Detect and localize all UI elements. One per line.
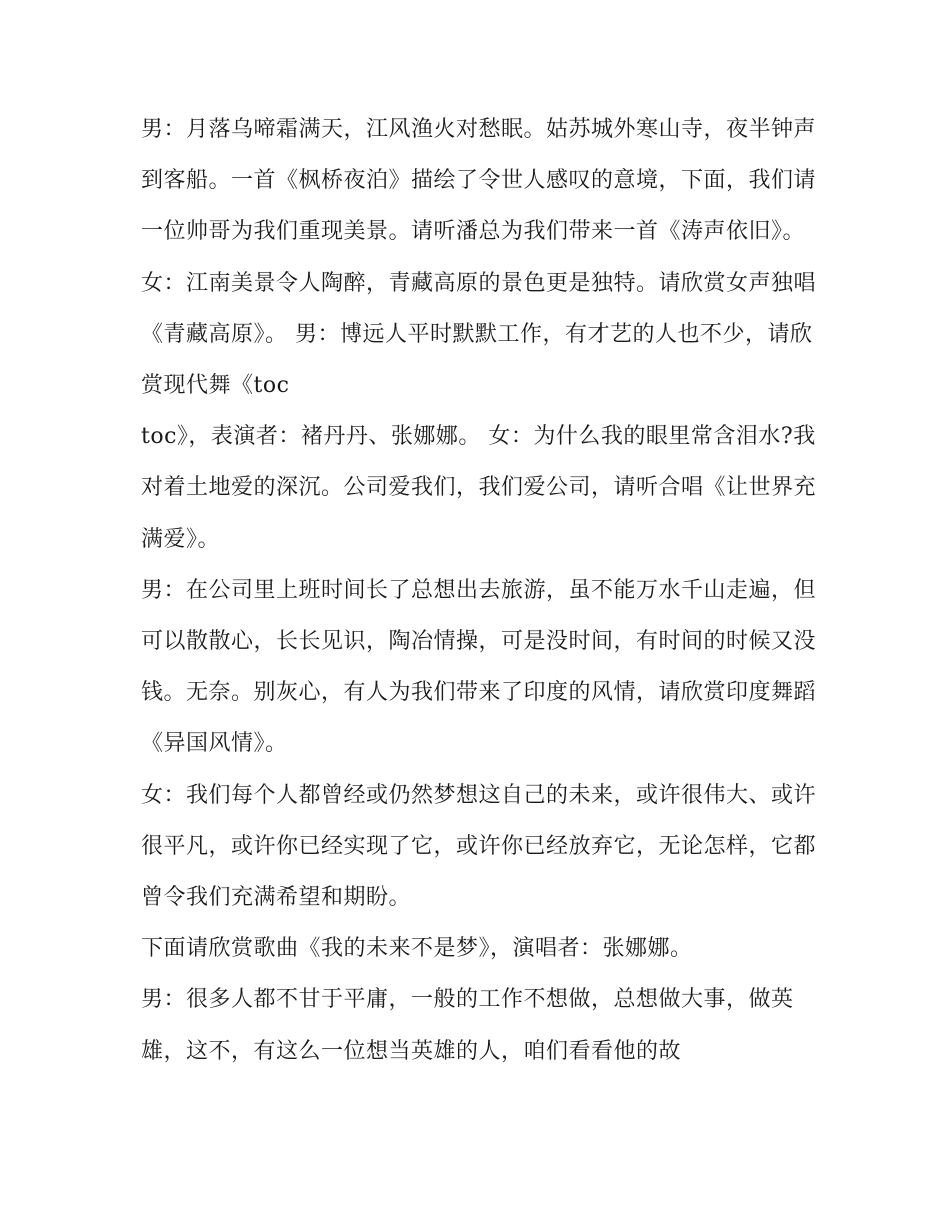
paragraph-5: 下面请欣赏歌曲《我的未来不是梦》，演唱者：张娜娜。: [141, 936, 693, 962]
document-body: [141, 104, 821, 1077]
paragraph-1: 男：月落乌啼霜满天，江风渔火对愁眠。姑苏城外寒山寺，夜半钟声到客船。一首《枫桥夜泊》描绘了令世人感叹的意境，下面，我们请一位帅哥为我们重现美景。请听潘总为我们带来一首《涛声依旧》。: [141, 117, 817, 245]
paragraph-6: 男：很多人都不甘于平庸，一般的工作不想做，总想做大事，做英雄，这不，有这么一位想当英雄的人，咱们看看他的故: [141, 987, 794, 1064]
paragraph-3: 男：在公司里上班时间长了总想出去旅游，虽不能万水千山走遍，但可以散散心，长长见识，陶冶情操，可是没时间，有时间的时候又没钱。无奈。别灰心，有人为我们带来了印度的风情，请欣赏印度舞蹈《异国风情》。: [141, 577, 817, 757]
paragraph-4: 女：我们每个人都曾经或仍然梦想这自己的未来，或许很伟大、或许很平凡，或许你已经实现了它，或许你已经放弃它，无论怎样，它都曾令我们充满希望和期盼。: [141, 782, 817, 911]
paragraph-2: 女：江南美景令人陶醉，青藏高原的景色更是独特。请欣赏女声独唱《青藏高原》。 男：博远人平时默默工作，有才艺的人也不少，请欣赏现代舞《toc toc》，表演者：褚丹丹、张娜娜。 女：为什么我的眼里常含泪水?我对着土地爱的深沉。公司爱我们，我们爱公司，请听合唱《让世界充满爱》。: [141, 270, 817, 552]
